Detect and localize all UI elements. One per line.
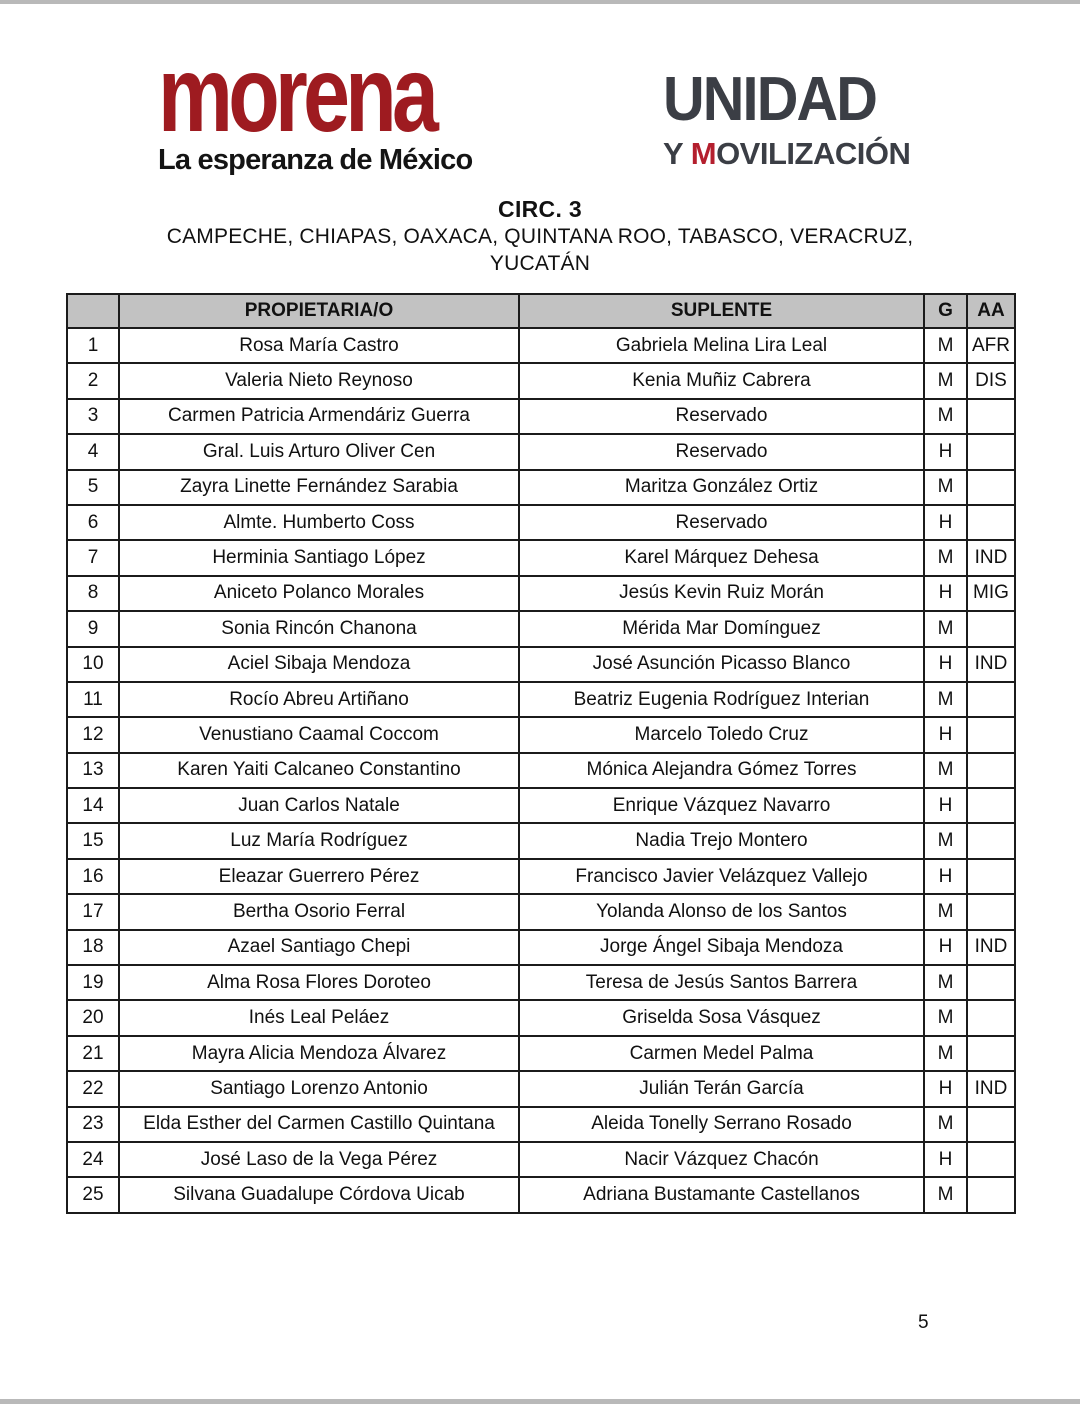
row-number-cell: 4: [67, 434, 119, 469]
table-row: [67, 576, 1015, 611]
morena-logo: [158, 33, 512, 177]
suplente-cell: Mónica Alejandra Gómez Torres: [519, 753, 924, 788]
accion-afirmativa-cell: [967, 1036, 1015, 1071]
table-row: [67, 682, 1015, 717]
accion-afirmativa-cell: [967, 859, 1015, 894]
row-number-cell: 18: [67, 930, 119, 965]
propietaria-cell: Gral. Luis Arturo Oliver Cen: [119, 434, 519, 469]
propietaria-cell: Carmen Patricia Armendáriz Guerra: [119, 399, 519, 434]
accion-afirmativa-cell: [967, 823, 1015, 858]
suplente-cell: Nadia Trejo Montero: [519, 823, 924, 858]
suplente-cell: Adriana Bustamante Castellanos: [519, 1177, 924, 1212]
unidad-logo: [663, 65, 911, 172]
column-header-aa: AA: [967, 294, 1015, 328]
suplente-cell: Mérida Mar Domínguez: [519, 611, 924, 646]
suplente-cell: Yolanda Alonso de los Santos: [519, 894, 924, 929]
table-header: [67, 294, 1015, 328]
suplente-cell: Griselda Sosa Vásquez: [519, 1000, 924, 1035]
table-row: [67, 717, 1015, 752]
genero-cell: H: [924, 434, 967, 469]
propietaria-cell: José Laso de la Vega Pérez: [119, 1142, 519, 1177]
accion-afirmativa-cell: [967, 965, 1015, 1000]
propietaria-cell: Zayra Linette Fernández Sarabia: [119, 470, 519, 505]
accion-afirmativa-cell: [967, 788, 1015, 823]
suplente-cell: Karel Márquez Dehesa: [519, 540, 924, 575]
row-number-cell: 17: [67, 894, 119, 929]
propietaria-cell: Silvana Guadalupe Córdova Uicab: [119, 1177, 519, 1212]
column-header-suplente: SUPLENTE: [519, 294, 924, 328]
table-row: [67, 753, 1015, 788]
table-row: [67, 894, 1015, 929]
table-row: [67, 470, 1015, 505]
propietaria-cell: Rosa María Castro: [119, 328, 519, 363]
column-header-propietaria-o: PROPIETARIA/O: [119, 294, 519, 328]
genero-cell: M: [924, 611, 967, 646]
row-number-cell: 23: [67, 1107, 119, 1142]
row-number-cell: 14: [67, 788, 119, 823]
accion-afirmativa-cell: [967, 505, 1015, 540]
propietaria-cell: Elda Esther del Carmen Castillo Quintana: [119, 1107, 519, 1142]
genero-cell: M: [924, 682, 967, 717]
suplente-cell: Reservado: [519, 399, 924, 434]
suplente-cell: Gabriela Melina Lira Leal: [519, 328, 924, 363]
table-row: [67, 965, 1015, 1000]
genero-cell: M: [924, 399, 967, 434]
states-subtitle-line1: CAMPECHE, CHIAPAS, OAXACA, QUINTANA ROO, TABASCO, VERACRUZ,: [166, 225, 914, 248]
suplente-cell: Maritza González Ortiz: [519, 470, 924, 505]
accion-afirmativa-cell: [967, 399, 1015, 434]
genero-cell: H: [924, 647, 967, 682]
table-row: [67, 1036, 1015, 1071]
row-number-cell: 10: [67, 647, 119, 682]
genero-cell: M: [924, 894, 967, 929]
propietaria-cell: Aniceto Polanco Morales: [119, 576, 519, 611]
row-number-cell: 8: [67, 576, 119, 611]
table-row: [67, 328, 1015, 363]
propietaria-cell: Alma Rosa Flores Doroteo: [119, 965, 519, 1000]
row-number-cell: 16: [67, 859, 119, 894]
accion-afirmativa-cell: [967, 894, 1015, 929]
row-number-cell: 9: [67, 611, 119, 646]
row-number-cell: 21: [67, 1036, 119, 1071]
propietaria-cell: Sonia Rincón Chanona: [119, 611, 519, 646]
header-row: [67, 294, 1015, 328]
unidad-subtitle-rest: OVILIZACIÓN: [716, 135, 911, 171]
table-row: [67, 540, 1015, 575]
propietaria-cell: Azael Santiago Chepi: [119, 930, 519, 965]
table-row: [67, 647, 1015, 682]
suplente-cell: Nacir Vázquez Chacón: [519, 1142, 924, 1177]
genero-cell: H: [924, 930, 967, 965]
table-body: [67, 328, 1015, 1213]
suplente-cell: Jorge Ángel Sibaja Mendoza: [519, 930, 924, 965]
scan-artifact-bottom: [0, 1399, 1080, 1404]
propietaria-cell: Eleazar Guerrero Pérez: [119, 859, 519, 894]
row-number-cell: 19: [67, 965, 119, 1000]
genero-cell: M: [924, 470, 967, 505]
genero-cell: M: [924, 823, 967, 858]
row-number-cell: 25: [67, 1177, 119, 1212]
page-number: 5: [918, 1312, 929, 1333]
table-row: [67, 505, 1015, 540]
column-header-g: G: [924, 294, 967, 328]
genero-cell: H: [924, 505, 967, 540]
genero-cell: M: [924, 1107, 967, 1142]
suplente-cell: Teresa de Jesús Santos Barrera: [519, 965, 924, 1000]
accion-afirmativa-cell: AFR: [967, 328, 1015, 363]
suplente-cell: Francisco Javier Velázquez Vallejo: [519, 859, 924, 894]
suplente-cell: Aleida Tonelly Serrano Rosado: [519, 1107, 924, 1142]
table-row: [67, 823, 1015, 858]
accion-afirmativa-cell: [967, 753, 1015, 788]
accion-afirmativa-cell: DIS: [967, 363, 1015, 398]
document-heading: [0, 196, 1080, 277]
propietaria-cell: Aciel Sibaja Mendoza: [119, 647, 519, 682]
genero-cell: H: [924, 859, 967, 894]
row-number-cell: 13: [67, 753, 119, 788]
propietaria-cell: Mayra Alicia Mendoza Álvarez: [119, 1036, 519, 1071]
row-number-cell: 3: [67, 399, 119, 434]
accion-afirmativa-cell: [967, 717, 1015, 752]
accion-afirmativa-cell: [967, 1107, 1015, 1142]
propietaria-cell: Juan Carlos Natale: [119, 788, 519, 823]
genero-cell: H: [924, 717, 967, 752]
suplente-cell: Marcelo Toledo Cruz: [519, 717, 924, 752]
unidad-subtitle-red-m: M: [690, 135, 717, 171]
table-row: [67, 1071, 1015, 1106]
table-row: [67, 399, 1015, 434]
genero-cell: M: [924, 1000, 967, 1035]
table-row: [67, 363, 1015, 398]
table-row: [67, 859, 1015, 894]
accion-afirmativa-cell: IND: [967, 647, 1015, 682]
genero-cell: M: [924, 1036, 967, 1071]
unidad-subtitle-prefix: Y: [663, 135, 691, 171]
row-number-cell: 15: [67, 823, 119, 858]
row-number-cell: 6: [67, 505, 119, 540]
unidad-subtitle: [663, 136, 910, 172]
genero-cell: M: [924, 1177, 967, 1212]
propietaria-cell: Santiago Lorenzo Antonio: [119, 1071, 519, 1106]
accion-afirmativa-cell: [967, 1000, 1015, 1035]
row-number-cell: 11: [67, 682, 119, 717]
propietaria-cell: Herminia Santiago López: [119, 540, 519, 575]
suplente-cell: Julián Terán García: [519, 1071, 924, 1106]
candidates-table: [66, 293, 1016, 1214]
suplente-cell: Carmen Medel Palma: [519, 1036, 924, 1071]
propietaria-cell: Valeria Nieto Reynoso: [119, 363, 519, 398]
circunscripcion-title: CIRC. 3: [498, 196, 582, 222]
row-number-cell: 22: [67, 1071, 119, 1106]
morena-wordmark: morena: [158, 33, 435, 154]
genero-cell: M: [924, 363, 967, 398]
genero-cell: H: [924, 788, 967, 823]
row-number-cell: 7: [67, 540, 119, 575]
genero-cell: M: [924, 753, 967, 788]
genero-cell: H: [924, 1071, 967, 1106]
propietaria-cell: Luz María Rodríguez: [119, 823, 519, 858]
accion-afirmativa-cell: [967, 1177, 1015, 1212]
table-row: [67, 1142, 1015, 1177]
accion-afirmativa-cell: MIG: [967, 576, 1015, 611]
states-subtitle-line2: YUCATÁN: [489, 252, 591, 275]
suplente-cell: Jesús Kevin Ruiz Morán: [519, 576, 924, 611]
unidad-wordmark: UNIDAD: [663, 65, 877, 134]
propietaria-cell: Rocío Abreu Artiñano: [119, 682, 519, 717]
genero-cell: H: [924, 1142, 967, 1177]
row-number-cell: 5: [67, 470, 119, 505]
accion-afirmativa-cell: [967, 682, 1015, 717]
propietaria-cell: Venustiano Caamal Coccom: [119, 717, 519, 752]
table-row: [67, 788, 1015, 823]
genero-cell: M: [924, 328, 967, 363]
table-row: [67, 611, 1015, 646]
propietaria-cell: Inés Leal Peláez: [119, 1000, 519, 1035]
accion-afirmativa-cell: [967, 434, 1015, 469]
suplente-cell: Reservado: [519, 434, 924, 469]
row-number-cell: 24: [67, 1142, 119, 1177]
row-number-cell: 1: [67, 328, 119, 363]
row-number-cell: 20: [67, 1000, 119, 1035]
suplente-cell: José Asunción Picasso Blanco: [519, 647, 924, 682]
genero-cell: M: [924, 540, 967, 575]
propietaria-cell: Karen Yaiti Calcaneo Constantino: [119, 753, 519, 788]
morena-tagline: La esperanza de México: [158, 144, 473, 177]
table-row: [67, 1107, 1015, 1142]
accion-afirmativa-cell: [967, 470, 1015, 505]
table-row: [67, 434, 1015, 469]
row-number-cell: 12: [67, 717, 119, 752]
accion-afirmativa-cell: IND: [967, 1071, 1015, 1106]
suplente-cell: Beatriz Eugenia Rodríguez Interian: [519, 682, 924, 717]
suplente-cell: Reservado: [519, 505, 924, 540]
genero-cell: H: [924, 576, 967, 611]
suplente-cell: Kenia Muñiz Cabrera: [519, 363, 924, 398]
propietaria-cell: Almte. Humberto Coss: [119, 505, 519, 540]
genero-cell: M: [924, 965, 967, 1000]
table-row: [67, 1177, 1015, 1212]
scan-artifact-top: [0, 0, 1080, 4]
propietaria-cell: Bertha Osorio Ferral: [119, 894, 519, 929]
accion-afirmativa-cell: IND: [967, 540, 1015, 575]
row-number-cell: 2: [67, 363, 119, 398]
column-header-blank: [67, 294, 119, 328]
suplente-cell: Enrique Vázquez Navarro: [519, 788, 924, 823]
table-row: [67, 1000, 1015, 1035]
accion-afirmativa-cell: [967, 1142, 1015, 1177]
accion-afirmativa-cell: [967, 611, 1015, 646]
accion-afirmativa-cell: IND: [967, 930, 1015, 965]
table-row: [67, 930, 1015, 965]
